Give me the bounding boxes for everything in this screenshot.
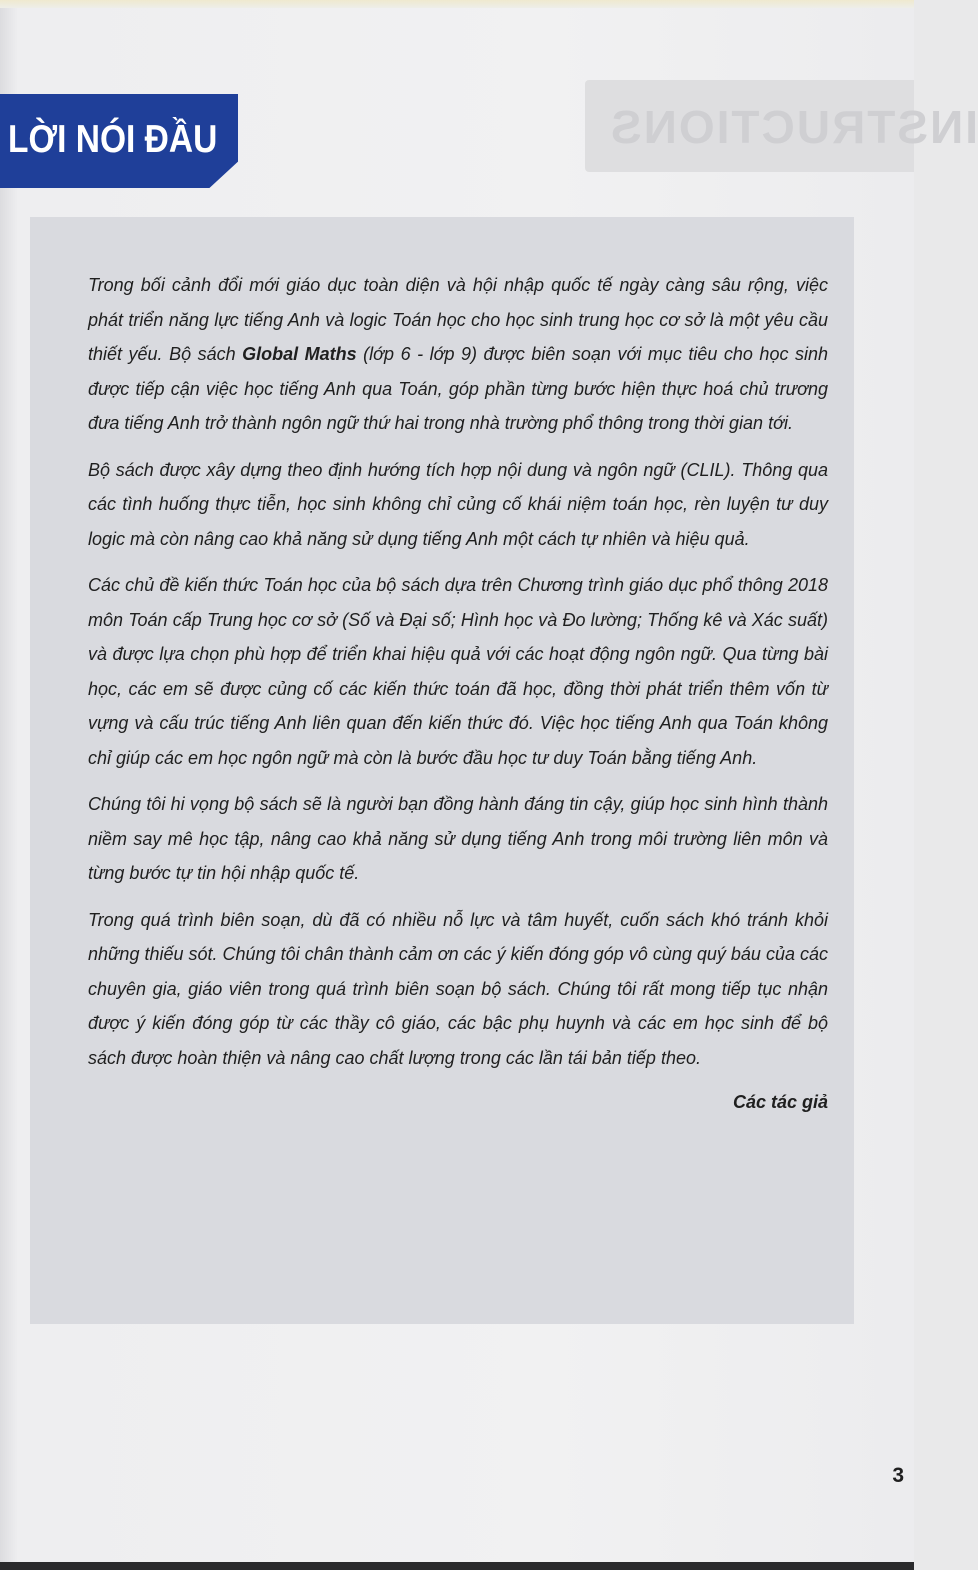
paragraph-1 — [88, 268, 828, 441]
page-top-edge — [0, 0, 914, 8]
page-bottom-edge — [0, 1562, 914, 1570]
paragraph-5: Trong quá trình biên soạn, dù đã có nhiều nỗ lực và tâm huyết, cuốn sách khó tránh khỏi những thiếu sót. Chúng tôi chân thành cảm ơn các ý kiến đóng góp vô cùng quý báu của các chuyên gia, giáo viên trong quá trình biên soạn bộ sách. Chúng tôi rất mong tiếp tục nhận được ý kiến đóng góp từ các thầy cô giáo, các bậc phụ huynh và các em học sinh để bộ sách được hoàn thiện và nâng cao chất lượng trong các lần tái bản tiếp theo. — [88, 909, 828, 1068]
page-title: LỜI NÓI ĐẦU — [8, 118, 218, 161]
paragraph-4: Chúng tôi hi vọng bộ sách sẽ là người bạn đồng hành đáng tin cậy, giúp học sinh hình thành niềm say mê học tập, nâng cao khả năng sử dụng tiếng Anh trong môi trường liên môn và từng bước tự tin hội nhập quốc tế. — [88, 794, 828, 883]
paragraph-3: Các chủ đề kiến thức Toán học của bộ sách dựa trên Chương trình giáo dục phổ thông 2018 môn Toán cấp Trung học cơ sở (Số và Đại số; Hình học và Đo lường; Thống kê và Xác suất) và được lựa chọn phù hợp để triển khai hiệu quả với các hoạt động ngôn ngữ. Qua từng bài học, các em sẽ được củng cố các kiến thức toán đã học, đồng thời phát triển thêm vốn từ vựng và cấu trúc tiếng Anh liên quan đến kiến thức đó. Việc học tiếng Anh qua Toán không chỉ giúp các em học ngôn ngữ mà còn là bước đầu học tư duy Toán bằng tiếng Anh. — [88, 575, 828, 768]
paragraph-2: Bộ sách được xây dựng theo định hướng tích hợp nội dung và ngôn ngữ (CLIL). Thông qua các tình huống thực tiễn, học sinh không chỉ củng cố khái niệm toán học, rèn luyện tư duy logic mà còn nâng cao khả năng sử dụng tiếng Anh một cách tự nhiên và hiệu quả. — [88, 459, 828, 549]
show-through-text: INSTRUCTIONS — [609, 101, 978, 153]
signature: Các tác giả — [732, 1092, 828, 1112]
paragraph-1-end: (lớp 6 - lớp 9) được biên soạn với mục tiêu cho học sinh được tiếp cận việc học tiếng Anh qua Toán, góp phần từng bước hiện thực hoá chủ trương đưa tiếng Anh trở thành ngôn ngữ thứ hai trong nhà trường phổ thông trong thời gian tới. — [88, 344, 828, 433]
preface-text — [88, 268, 828, 1120]
book-title-bold: Global Maths — [242, 344, 357, 364]
paragraph-1-start: Trong bối cảnh đổi mới giáo dục toàn diện và hội nhập quốc tế ngày càng sâu rộng, việc phát triển năng lực tiếng Anh và logic Toán học cho học sinh trung học cơ sở là một yêu cầu thiết yếu. Bộ sách — [88, 275, 828, 364]
show-through-heading — [585, 80, 978, 172]
page-number: 3 — [892, 1464, 904, 1487]
